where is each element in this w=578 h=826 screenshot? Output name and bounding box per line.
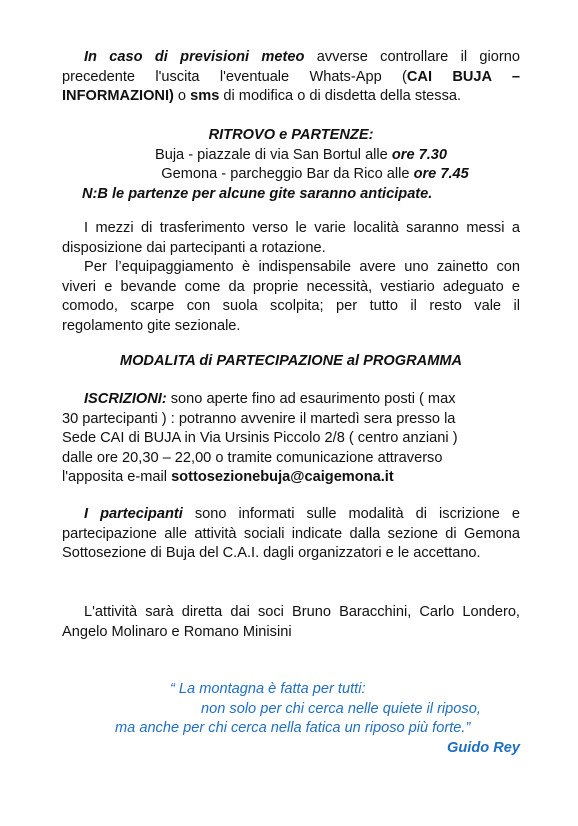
transport-paragraph: I mezzi di trasferimento verso le varie località saranno messi a disposizione dai partecipanti a rotazione. xyxy=(62,220,520,256)
email-link[interactable]: sottosezionebuja@caigemona.it xyxy=(171,469,394,486)
equipment-paragraph: Per l’equipaggiamento è indispensabile avere uno zainetto con viveri e bevande come da proprie necessità, vestiario adeguato e comodo, scarpe con suola scolpita; per tutto il resto vale il regolamento gite sezionale. xyxy=(62,259,520,334)
weather-paragraph: In caso di previsioni meteo avverse controllare il giorno precedente l'uscita l'eventuale Whats-App (CAI BUJA – INFORMAZIONI) o sms di modifica o di disdetta della stessa. xyxy=(62,49,520,105)
registration-paragraph: ISCRIZIONI: sono aperte fino ad esaurimento posti ( max 30 partecipanti ) : potranno avvenire il martedì sera presso la Sede CAI di BUJA in Via Ursinis Piccolo 2/8 ( centro anziani ) dalle ore 20,30 – 22,00 o tramite comunicazione attraverso l'apposita e-mail sottosezionebuja@caigemona.it xyxy=(62,391,458,486)
quote-author: Guido Rey xyxy=(447,739,520,756)
participants-paragraph: I partecipanti sono informati sulle modalità di iscrizione e partecipazione alle attività sociali indicate dalla sezione di Gemona Sottosezione di Buja del C.A.I. dagli organizzatori e le accettano. xyxy=(62,506,521,562)
participation-heading: MODALITA di PARTECIPAZIONE al PROGRAMMA xyxy=(119,353,463,369)
meeting-note: N:B le partenze per alcune gite saranno anticipate. xyxy=(82,185,433,202)
leaders-paragraph: L'attività sarà diretta dai soci Bruno Baracchini, Carlo Londero, Angelo Molinaro e Romano Minisini xyxy=(62,604,520,640)
meeting-buja: Buja - piazzale di via San Bortul alle ore 7.30 xyxy=(154,146,448,163)
meeting-gemona: Gemona - parcheggio Bar da Rico alle ore 7.45 xyxy=(161,166,469,183)
quote-block: “ La montagna è fatta per tutti: non solo per chi cerca nelle quiete il riposo, ma anche per chi cerca nella fatica un riposo più forte.” Guido Rey xyxy=(60,680,520,758)
meeting-section xyxy=(62,126,520,204)
meeting-heading: RITROVO e PARTENZE: xyxy=(208,127,374,143)
